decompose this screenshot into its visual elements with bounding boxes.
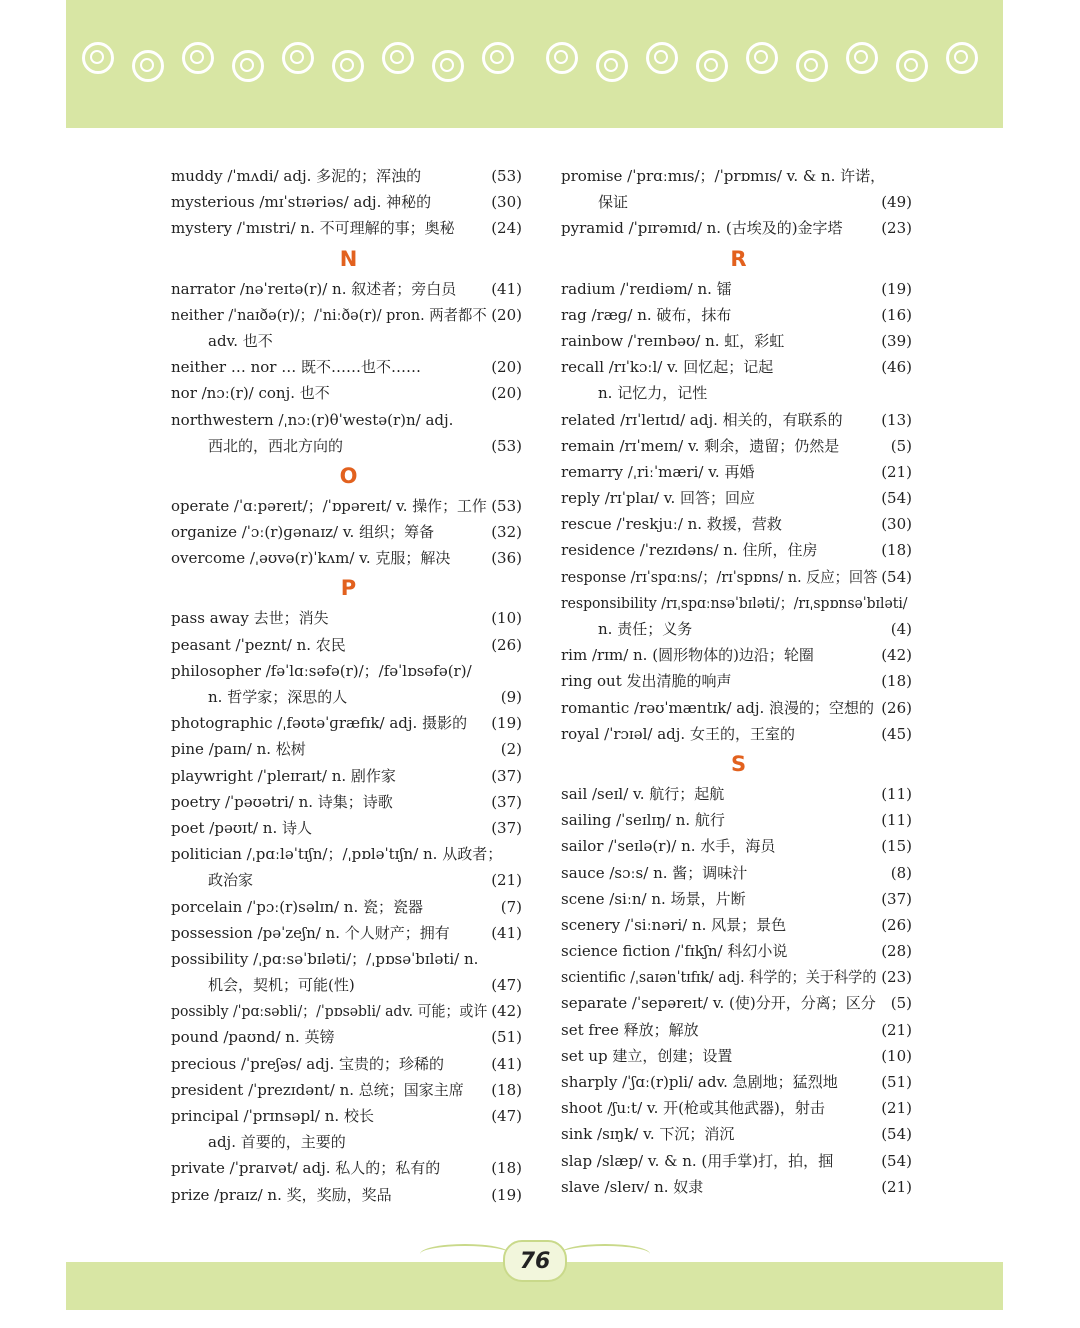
entry-unit-number: (11) <box>881 811 912 830</box>
entry-unit-number: (19) <box>491 714 522 733</box>
entry-unit-number: (18) <box>881 541 912 560</box>
entry-unit-number: (18) <box>491 1159 522 1178</box>
entry-text: mysterious /mɪˈstɪəriəs/ adj. 神秘的 <box>171 193 432 212</box>
entry-unit-number: (10) <box>491 609 522 628</box>
entry-text: principal /ˈprɪnsəpl/ n. 校长 <box>171 1107 374 1125</box>
entry-text: reply /rɪˈplaɪ/ v. 回答；回应 <box>561 489 756 508</box>
entry-text: sailor /ˈseɪlə(r)/ n. 水手，海员 <box>561 837 776 856</box>
glossary-column-right <box>561 163 916 1200</box>
entry-text: rescue /ˈreskjuː/ n. 救援，营救 <box>561 515 782 534</box>
ring-icon <box>232 50 264 82</box>
entry-unit-number: (42) <box>881 646 912 665</box>
ring-icon <box>132 50 164 82</box>
entry-text: residence /ˈrezɪdəns/ n. 住所，住房 <box>561 541 818 560</box>
page-number: 76 <box>519 1248 551 1274</box>
entry-unit-number: (18) <box>881 672 912 691</box>
entry-unit-number: (19) <box>881 279 912 298</box>
entry-text: poet /pəʊɪt/ n. 诗人 <box>171 818 312 837</box>
entry-text: shoot /ʃuːt/ v. 开(枪或其他武器)，射击 <box>561 1099 825 1118</box>
glossary-entry <box>171 684 526 710</box>
entry-unit-number: (51) <box>881 1073 912 1091</box>
entry-unit-number: (54) <box>881 489 912 508</box>
entry-text: poetry /ˈpəʊətri/ n. 诗集；诗歌 <box>171 792 393 811</box>
entry-text: sailing /ˈseɪlɪŋ/ n. 航行 <box>561 811 725 830</box>
glossary-entry <box>561 276 916 302</box>
entry-text: pound /paʊnd/ n. 英镑 <box>171 1028 335 1047</box>
entry-text: romantic /rəʊˈmæntɪk/ adj. 浪漫的；空想的 <box>561 698 875 717</box>
entry-text: pyramid /ˈpɪrəmɪd/ n. (古埃及的)金字塔 <box>561 219 843 238</box>
entry-unit-number: (4) <box>890 620 912 638</box>
entry-unit-number: (37) <box>491 792 522 811</box>
entry-unit-number: (5) <box>890 994 912 1013</box>
entry-unit-number: (26) <box>881 698 912 717</box>
glossary-entry <box>561 886 916 912</box>
entry-unit-number: (18) <box>491 1080 522 1099</box>
entry-text: private /ˈpraɪvət/ adj. 私人的；私有的 <box>171 1159 441 1178</box>
glossary-entry <box>171 380 526 406</box>
decorative-rings <box>66 38 1003 88</box>
entry-text: n. 记忆力，记性 <box>598 384 708 403</box>
entry-unit-number: (7) <box>500 897 522 916</box>
entry-unit-number: (21) <box>491 871 522 890</box>
glossary-entry <box>561 1095 916 1121</box>
ring-icon <box>182 42 214 74</box>
entry-unit-number: (53) <box>491 496 522 515</box>
glossary-entry <box>171 493 526 519</box>
entry-text: overcome /ˌəʊvə(r)ˈkʌm/ v. 克服；解决 <box>171 549 451 568</box>
glossary-entry <box>171 407 526 433</box>
entry-unit-number: (24) <box>491 219 522 238</box>
glossary-entry <box>171 433 526 459</box>
ring-icon <box>382 42 414 74</box>
entry-text: n. 哲学家；深思的人 <box>208 688 348 706</box>
entry-unit-number: (37) <box>491 818 522 837</box>
entry-unit-number: (8) <box>890 863 912 882</box>
entry-text: set free 释放；解放 <box>561 1020 699 1039</box>
entry-text: ring out 发出清脆的响声 <box>561 672 732 691</box>
entry-text: remain /rɪˈmeɪn/ v. 剩余，遗留；仍然是 <box>561 436 840 455</box>
entry-text: neither … nor … 既不……也不…… <box>171 358 422 377</box>
glossary-entry <box>561 833 916 859</box>
entry-unit-number: (26) <box>881 915 912 934</box>
glossary-entry <box>561 1121 916 1147</box>
entry-text: 机会，契机；可能(性) <box>208 976 355 995</box>
entry-text: science fiction /ˈfɪkʃn/ 科幻小说 <box>561 942 788 961</box>
glossary-entry <box>561 1148 916 1174</box>
glossary-entry <box>561 616 916 642</box>
section-letter <box>171 459 526 493</box>
glossary-entry <box>561 354 916 380</box>
glossary-entry <box>561 1043 916 1069</box>
entry-unit-number: (5) <box>890 436 912 455</box>
glossary-entry <box>171 1077 526 1103</box>
section-letter-text: S <box>730 751 747 776</box>
glossary-entry <box>561 163 916 189</box>
entry-text: remarry /ˌriːˈmæri/ v. 再婚 <box>561 462 755 481</box>
entry-text: scientific /ˌsaɪənˈtɪfɪk/ adj. 科学的；关于科学的 <box>561 968 877 987</box>
glossary-entry <box>561 695 916 721</box>
glossary-entry <box>561 912 916 938</box>
glossary-entry <box>561 1017 916 1043</box>
glossary-entry <box>171 1129 526 1155</box>
entry-unit-number: (21) <box>881 1099 912 1118</box>
entry-text: sharply /ˈʃɑː(r)pli/ adv. 急剧地；猛烈地 <box>561 1073 838 1091</box>
glossary-entry <box>561 807 916 833</box>
glossary-entry <box>561 328 916 354</box>
entry-text: pass away 去世；消失 <box>171 609 329 628</box>
entry-text: sauce /sɔːs/ n. 酱；调味汁 <box>561 863 748 882</box>
entry-unit-number: (36) <box>491 549 522 568</box>
entry-unit-number: (54) <box>881 1151 912 1170</box>
ring-icon <box>332 50 364 82</box>
entry-text: n. 责任；义务 <box>598 620 693 638</box>
entry-text: politician /ˌpɑːləˈtɪʃn/；/ˌpɒləˈtɪʃn/ n. 从政者； <box>171 845 503 864</box>
glossary-entry <box>171 841 526 867</box>
entry-unit-number: (26) <box>491 635 522 654</box>
entry-text: president /ˈprezɪdənt/ n. 总统；国家主席 <box>171 1080 464 1099</box>
entry-unit-number: (51) <box>491 1028 522 1047</box>
entry-unit-number: (19) <box>491 1185 522 1204</box>
entry-unit-number: (20) <box>491 358 522 377</box>
glossary-entry <box>561 407 916 433</box>
ring-icon <box>432 50 464 82</box>
entry-unit-number: (53) <box>491 436 522 455</box>
glossary-entry <box>561 215 916 241</box>
entry-unit-number: (2) <box>500 740 522 759</box>
entry-unit-number: (39) <box>881 331 912 350</box>
section-letter-text: O <box>339 463 358 488</box>
entry-text: sail /seɪl/ v. 航行；起航 <box>561 784 725 803</box>
entry-unit-number: (21) <box>881 1177 912 1196</box>
entry-unit-number: (20) <box>491 305 522 324</box>
glossary-column-left <box>171 163 526 1208</box>
section-letter <box>171 571 526 605</box>
entry-text: nor /nɔː(r)/ conj. 也不 <box>171 384 330 403</box>
entry-text: possibility /ˌpɑːsəˈbɪləti/；/ˌpɒsəˈbɪləti/ n. <box>171 949 479 968</box>
glossary-entry <box>561 590 916 616</box>
entry-text: philosopher /fəˈlɑːsəfə(r)/；/fəˈlɒsəfə(r)/ <box>171 661 472 680</box>
entry-unit-number: (20) <box>491 384 522 403</box>
glossary-entry <box>561 459 916 485</box>
entry-unit-number: (41) <box>491 1054 522 1073</box>
entry-text: precious /ˈpreʃəs/ adj. 宝贵的；珍稀的 <box>171 1054 445 1073</box>
entry-text: mystery /ˈmɪstri/ n. 不可理解的事；奥秘 <box>171 219 455 238</box>
entry-text: scenery /ˈsiːnəri/ n. 风景；景色 <box>561 915 787 934</box>
entry-unit-number: (47) <box>491 976 522 995</box>
entry-text: rim /rɪm/ n. (圆形物体的)边沿；轮圈 <box>561 646 814 665</box>
ring-icon <box>696 50 728 82</box>
entry-text: possibly /ˈpɑːsəbli/；/ˈpɒsəbli/ adv. 可能；或许 <box>171 1002 488 1021</box>
glossary-entry <box>171 354 526 380</box>
entry-unit-number: (21) <box>881 1020 912 1039</box>
glossary-entry <box>171 1024 526 1050</box>
glossary-entry <box>561 511 916 537</box>
section-letter <box>561 242 916 276</box>
entry-text: rag /ræɡ/ n. 破布，抹布 <box>561 305 732 324</box>
entry-text: separate /ˈsepəreɪt/ v. (使)分开，分离；区分 <box>561 994 876 1013</box>
entry-unit-number: (21) <box>881 462 912 481</box>
glossary-entry <box>171 605 526 631</box>
entry-text: adj. 首要的，主要的 <box>208 1133 346 1152</box>
glossary-entry <box>561 642 916 668</box>
entry-text: rainbow /ˈreɪnbəʊ/ n. 虹，彩虹 <box>561 331 785 350</box>
entry-text: peasant /ˈpeznt/ n. 农民 <box>171 635 346 654</box>
ring-icon <box>946 42 978 74</box>
entry-text: 保证 <box>598 193 629 212</box>
glossary-entry <box>171 519 526 545</box>
entry-unit-number: (45) <box>881 724 912 743</box>
section-letter <box>171 242 526 276</box>
ring-icon <box>482 42 514 74</box>
glossary-entry <box>171 710 526 736</box>
ring-icon <box>796 50 828 82</box>
ring-icon <box>82 42 114 74</box>
entry-text: responsibility /rɪˌspɑːnsəˈbɪləti/；/rɪˌspɒnsəˈbɪləti/ <box>561 593 908 612</box>
glossary-entry <box>561 990 916 1016</box>
glossary-entry <box>171 189 526 215</box>
ring-icon <box>546 42 578 74</box>
section-letter-text: P <box>340 576 357 601</box>
entry-unit-number: (46) <box>881 358 912 377</box>
glossary-entry <box>171 998 526 1024</box>
entry-unit-number: (49) <box>881 193 912 212</box>
entry-unit-number: (13) <box>881 410 912 429</box>
glossary-entry <box>561 964 916 990</box>
entry-text: set up 建立，创建；设置 <box>561 1046 733 1065</box>
glossary-entry <box>171 1103 526 1129</box>
entry-unit-number: (10) <box>881 1046 912 1065</box>
entry-text: 西北的，西北方向的 <box>208 436 344 455</box>
entry-text: sink /sɪŋk/ v. 下沉；消沉 <box>561 1125 735 1144</box>
entry-text: muddy /ˈmʌdi/ adj. 多泥的；浑浊的 <box>171 167 422 185</box>
entry-unit-number: (23) <box>881 219 912 238</box>
ring-icon <box>746 42 778 74</box>
glossary-entry <box>171 946 526 972</box>
entry-text: adv. 也不 <box>208 331 273 350</box>
entry-unit-number: (11) <box>881 784 912 803</box>
glossary-entry <box>171 736 526 762</box>
entry-unit-number: (37) <box>881 889 912 908</box>
entry-text: royal /ˈrɔɪəl/ adj. 女王的，王室的 <box>561 724 795 743</box>
entry-text: radium /ˈreɪdiəm/ n. 镭 <box>561 279 732 298</box>
glossary-entry <box>561 860 916 886</box>
glossary-entry <box>171 894 526 920</box>
entry-text: slave /sleɪv/ n. 奴隶 <box>561 1177 704 1196</box>
entry-text: 政治家 <box>208 871 254 890</box>
entry-unit-number: (42) <box>491 1002 522 1021</box>
page-number-badge <box>503 1240 567 1282</box>
decorative-swoosh-right <box>560 1244 650 1264</box>
entry-unit-number: (54) <box>881 567 912 586</box>
entry-text: operate /ˈɑːpəreɪt/；/ˈɒpəreɪt/ v. 操作；工作 <box>171 496 487 515</box>
glossary-entry <box>171 789 526 815</box>
ring-icon <box>596 50 628 82</box>
glossary-entry <box>561 537 916 563</box>
entry-text: promise /ˈprɑːmɪs/；/ˈprɒmɪs/ v. & n. 许诺， <box>561 167 886 185</box>
glossary-entry <box>561 302 916 328</box>
glossary-entry <box>171 328 526 354</box>
glossary-entry <box>561 380 916 406</box>
glossary-entry <box>171 545 526 571</box>
ring-icon <box>282 42 314 74</box>
glossary-entry <box>561 189 916 215</box>
entry-text: northwestern /ˌnɔː(r)θˈwestə(r)n/ adj. <box>171 410 454 429</box>
ring-icon <box>896 50 928 82</box>
glossary-entry <box>171 763 526 789</box>
glossary-entry <box>561 781 916 807</box>
entry-text: recall /rɪˈkɔːl/ v. 回忆起；记起 <box>561 358 774 377</box>
glossary-entry <box>171 867 526 893</box>
entry-unit-number: (32) <box>491 523 522 542</box>
entry-text: playwright /ˈpleɪraɪt/ n. 剧作家 <box>171 766 396 785</box>
glossary-entry <box>561 1069 916 1095</box>
entry-unit-number: (41) <box>491 279 522 298</box>
entry-unit-number: (30) <box>881 515 912 534</box>
entry-text: neither /ˈnaɪðə(r)/；/ˈniːðə(r)/ pron. 两者都不 <box>171 305 487 324</box>
entry-text: narrator /nəˈreɪtə(r)/ n. 叙述者；旁白员 <box>171 279 457 298</box>
glossary-entry <box>171 302 526 328</box>
glossary-entry <box>171 276 526 302</box>
entry-text: prize /praɪz/ n. 奖，奖励，奖品 <box>171 1185 392 1204</box>
glossary-entry <box>171 658 526 684</box>
glossary-entry <box>561 564 916 590</box>
glossary-entry <box>171 1155 526 1181</box>
entry-unit-number: (16) <box>881 305 912 324</box>
entry-text: scene /siːn/ n. 场景，片断 <box>561 889 746 908</box>
section-letter <box>561 747 916 781</box>
glossary-entry <box>171 972 526 998</box>
section-letter-text: R <box>730 246 747 271</box>
entry-unit-number: (53) <box>491 167 522 185</box>
entry-unit-number: (28) <box>881 942 912 961</box>
glossary-entry <box>171 163 526 189</box>
entry-unit-number: (30) <box>491 193 522 212</box>
glossary-entry <box>561 668 916 694</box>
entry-unit-number: (47) <box>491 1107 522 1125</box>
entry-text: possession /pəˈzeʃn/ n. 个人财产；拥有 <box>171 923 450 942</box>
ring-icon <box>646 42 678 74</box>
entry-unit-number: (23) <box>881 968 912 987</box>
glossary-entry <box>561 1174 916 1200</box>
entry-text: pine /paɪn/ n. 松树 <box>171 740 306 759</box>
ring-icon <box>846 42 878 74</box>
entry-unit-number: (15) <box>881 837 912 856</box>
glossary-entry <box>561 721 916 747</box>
glossary-entry <box>171 632 526 658</box>
entry-text: slap /slæp/ v. & n. (用手掌)打，拍，掴 <box>561 1151 834 1170</box>
entry-unit-number: (9) <box>500 688 522 706</box>
glossary-entry <box>171 215 526 241</box>
glossary-entry <box>171 815 526 841</box>
entry-text: porcelain /ˈpɔː(r)səlɪn/ n. 瓷；瓷器 <box>171 897 424 916</box>
entry-text: response /rɪˈspɑːns/；/rɪˈspɒns/ n. 反应；回答 <box>561 567 878 586</box>
glossary-entry <box>171 1182 526 1208</box>
glossary-entry <box>561 485 916 511</box>
entry-text: related /rɪˈleɪtɪd/ adj. 相关的，有联系的 <box>561 410 843 429</box>
entry-text: photographic /ˌfəʊtəˈɡræfɪk/ adj. 摄影的 <box>171 714 468 733</box>
section-letter-text: N <box>339 246 358 271</box>
entry-text: organize /ˈɔː(r)ɡənaɪz/ v. 组织；筹备 <box>171 523 435 542</box>
entry-unit-number: (37) <box>491 766 522 785</box>
glossary-entry <box>561 938 916 964</box>
glossary-entry <box>561 433 916 459</box>
glossary-entry <box>171 1051 526 1077</box>
entry-unit-number: (41) <box>491 923 522 942</box>
entry-unit-number: (54) <box>881 1125 912 1144</box>
glossary-entry <box>171 920 526 946</box>
decorative-swoosh-left <box>420 1244 510 1264</box>
